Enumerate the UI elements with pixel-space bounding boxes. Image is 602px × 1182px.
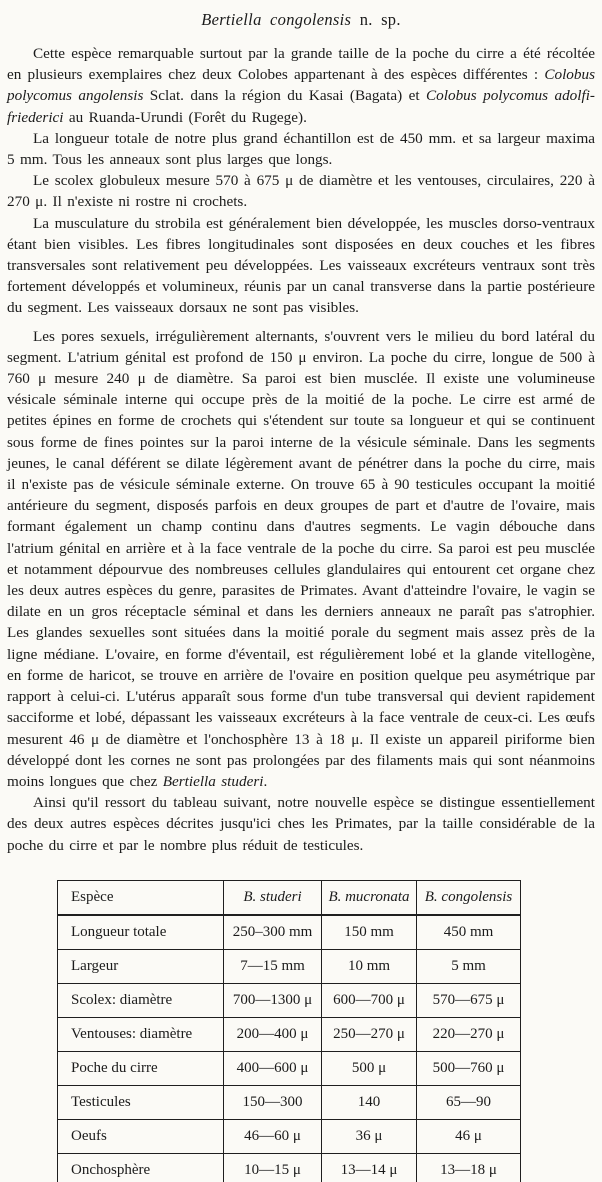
row-label: Onchosphère [58,1153,224,1182]
measurement-value: 570—675 μ [417,983,521,1017]
text-run: La longueur totale de notre plus grand échantillon est de 450 mm. et sa largeur maxima 5 mm. Tous les anneaux sont plus larges que longs. [7,129,595,169]
measurement-value: 150 mm [322,915,417,950]
header-species [322,880,417,915]
measurement-value: 5 mm [417,949,521,983]
row-label: Longueur totale [58,915,224,950]
paragraph-intro [7,43,595,128]
measurement-value: 140 [322,1085,417,1119]
table-header-row [58,880,521,915]
measurement-value: 600—700 μ [322,983,417,1017]
measurement-value: 10—15 μ [224,1153,322,1182]
measurement-value: 13—18 μ [417,1153,521,1182]
table-row [58,949,521,983]
measurement-value: 10 mm [322,949,417,983]
page-title [7,10,595,30]
text-run: au Ruanda-Urundi (Forêt du Rugege). [63,108,307,126]
text-run: Le scolex globuleux mesure 570 à 675 μ de diamètre et les ventouses, circulaires, 220 à 270 μ. Il n'existe ni rostre ni crochets. [7,172,595,211]
row-label: Oeufs [58,1119,224,1153]
row-label: Largeur [58,949,224,983]
paragraph-conclusion [7,792,595,856]
species-name: B. studeri [243,888,302,905]
table-row [58,1051,521,1085]
measurement-value: 220—270 μ [417,1017,521,1051]
text-run: Les pores sexuels, irrégulièrement alternants, s'ouvrent vers le milieu du bord latéral du segment. L'atrium génital est profond de 150 μ environ. La poche du cirre, longue de 500 à 760 μ mesure 240 μ de diamètre. Sa paroi est bien musclée. Il existe une volumineuse vésicale séminale interne qui occupe près de la moitié de la poche. Le cirre est armé de petites épines en forme de crochets qui s'étendent sur toute sa longueur et qui se continuent sous forme de fines pointes sur la paroi interne de la vésicule séminale. Dans les segments jeunes, le canal déférent se dilate légèrement avant de pénétrer dans la poche du cirre, mais il n'existe pas de vésicule séminale externe. On trouve 65 à 90 testicules occupant la moitié antérieure du segment, disposés parfois en deux groupes de part et d'autre de l'ovaire, mais formant également un champ continu dans d'autres segments. Le vagin débouche dans l'atrium génital en arrière et à la face ventrale de la poche du cirre. Sa paroi est peu musclée et notamment dépourvue des nombreuses cellules glandulaires qui entourent cet organe chez les deux autres espèces du genre, parasites de Primates. Avant d'atteindre l'ovaire, le vagin se dilate en un gros réceptacle séminal et dans les derniers anneaux ne paraît pas s'atrophier. Les glandes sexuelles sont situées dans la moitié porale du segment mais assez près de la ligne médiane. L'ovaire, en forme d'éventail, est régulièrement lobé et la glande vitellogène, en forme de haricot, se trouve en arrière de l'ovaire en position quelque peu asymétrique par rapport à celui-ci. L'utérus apparaît sous forme d'un tube transversal qui devient rapidement sacciforme et lobé, dépassant les vaisseaux excréteurs à la face ventrale de ceux-ci. Les œufs mesurent 46 μ de diamètre et l'onchosphère 13 à 18 μ. Il existe un appareil piriforme bien développé dont les cornes ne sont pas prolongées par des filaments mais qui sont néanmoins moins longues que chez [7,327,595,790]
species-name: Colobus polycomus angolensis [7,66,595,105]
header-espece: Espèce [58,880,224,915]
species-name: Colobus polycomus adolfi-friederici [7,87,595,126]
header-species [417,880,521,915]
measurement-value: 250—270 μ [322,1017,417,1051]
text-run: Sclat. dans la région du Kasai (Bagata) et [143,87,427,105]
paragraph-anatomy [7,326,595,792]
table-row [58,1017,521,1051]
species-name: B. congolensis [424,888,513,905]
measurement-value: 200—400 μ [224,1017,322,1051]
measurement-value: 400—600 μ [224,1051,322,1085]
paragraph-scolex [7,170,595,212]
row-label: Testicules [58,1085,224,1119]
table-row [58,983,521,1017]
text-run: La musculature du strobila est généralement bien développée, les muscles dorso-ventraux étant bien visibles. Les fibres longitudinales sont disposées en deux couches et les fibres transversales sont relativement peu développées. Les vaisseaux excréteurs ventraux sont très fortement développés et volumineux, réunis par un canal transverse dans la partie postérieure du segment. Les vaisseaux dorsaux ne sont pas visibles. [7,214,595,317]
species-name: B. mucronata [328,888,410,905]
species-name: Bertiella congolensis [201,10,352,29]
measurement-value: 65—90 [417,1085,521,1119]
table-row [58,915,521,950]
species-comparison-table [57,880,521,1182]
measurement-value: 150—300 [224,1085,322,1119]
measurement-value: 46 μ [417,1119,521,1153]
row-label: Ventouses: diamètre [58,1017,224,1051]
measurement-value: 450 mm [417,915,521,950]
row-label: Poche du cirre [58,1051,224,1085]
measurement-value: 46—60 μ [224,1119,322,1153]
paragraph-dimensions [7,128,595,170]
text-run: n. sp. [351,10,401,29]
row-label: Scolex: diamètre [58,983,224,1017]
header-species [224,880,322,915]
species-name: Bertiella studeri [162,772,264,790]
text-run: Cette espèce remarquable surtout par la grande taille de la poche du cirre a été récoltée en plusieurs exemplaires chez deux Colobes appartenant à des espèces différentes : [7,45,595,84]
table-row [58,1119,521,1153]
table-row [58,1153,521,1182]
measurement-value: 7—15 mm [224,949,322,983]
text-run: . [263,772,268,790]
measurement-value: 13—14 μ [322,1153,417,1182]
text-run: Ainsi qu'il ressort du tableau suivant, notre nouvelle espèce se distingue essentiellement des deux autres espèces décrites jusqu'ici ches les Primates, par la taille considérable de la poche du cirre et par le nombre plus réduit de testicules. [7,794,595,854]
measurement-value: 700—1300 μ [224,983,322,1017]
measurement-value: 500—760 μ [417,1051,521,1085]
paragraph-musculature [7,213,595,319]
measurement-value: 250–300 mm [224,915,322,950]
measurement-value: 36 μ [322,1119,417,1153]
measurement-value: 500 μ [322,1051,417,1085]
table-row [58,1085,521,1119]
